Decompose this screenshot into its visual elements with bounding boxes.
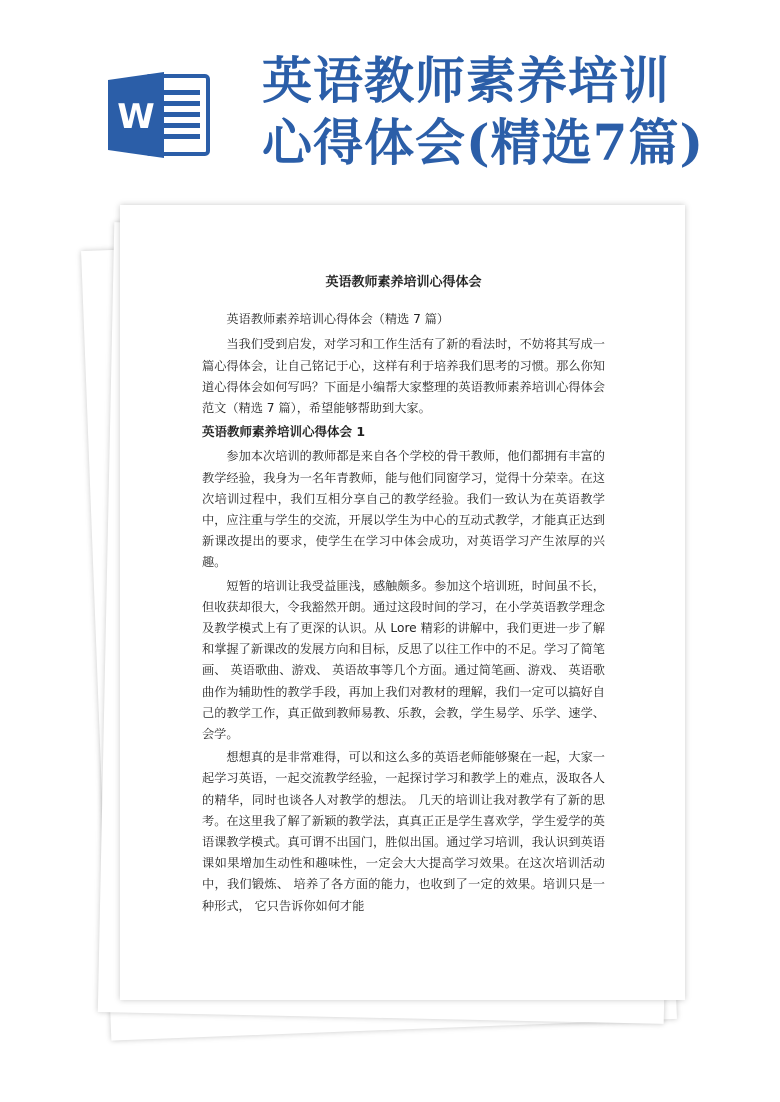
paragraph-2: 短暂的培训让我受益匪浅，感触颇多。参加这个培训班，时间虽不长，但收获却很大，令我豁然开朗。通过这段时间的学习，在小学英语教学理念及教学模式上有了更深的认识。从 Lore 精彩的讲解中，我们更进一步了解和掌握了新课改的发展方向和目标，反思了以往工作中的不足。学习了简笔画、 英语歌曲、游戏、 英语故事等几个方面。通过简笔画、游戏、 英语歌曲作为辅助性的教学手段，再加上我们对教材的理解，我们一定可以搞好自己的教学工作，真正做到教师易教、乐教，会教，学生易学、乐学、速学、会学。: [202, 578, 605, 742]
title-line-1: 英语教师素养培训: [262, 51, 670, 110]
intro-paragraph: 当我们受到启发，对学习和工作生活有了新的看法时，不妨将其写成一篇心得体会，让自己铭记于心，这样有利于培养我们思考的习惯。那么你知道心得体会如何写吗？下面是小编帮大家整理的英语教师素养培训心得体会范文（精选 7 篇），希望能够帮助到大家。: [202, 337, 605, 416]
title-line-2: 心得体会(精选7篇): [262, 113, 705, 172]
paragraph-3: 想想真的是非常难得，可以和这么多的英语老师能够聚在一起，大家一起学习英语，一起交流教学经验，一起探讨学习和教学上的难点，汲取各人的精华，同时也谈各人对教学的想法。 几天的培训让我对教学有了新的思考。在这里我了解了新颖的教学法，真真正正是学生喜欢学，学生爱学的英语课教学模式。真可谓不出国门，胜似出国。通过学习培训，我认识到英语课如果增加生动性和趣味性，一定会大大提高学习效果。在这次培训活动中，我们锻炼、 培养了各方面的能力，也收到了一定的效果。培训只是一种形式， 它只告诉你如何才能: [202, 750, 605, 913]
page-title: [262, 50, 772, 174]
section-heading: 英语教师素养培训心得体会 1: [202, 424, 366, 440]
document-title: 英语教师素养培训心得体会: [325, 275, 482, 290]
document-body: [202, 270, 605, 919]
document-subhead: 英语教师素养培训心得体会（精选 7 篇）: [226, 312, 450, 327]
word-icon: [108, 70, 212, 160]
word-logo-letter: W: [117, 97, 155, 137]
paragraph-1: 参加本次培训的教师都是来自各个学校的骨干教师，他们都拥有丰富的教学经验，我身为一名年青教师，能与他们同窗学习，觉得十分荣幸。在这次培训过程中，我们互相分享自己的教学经验。我们一致认为在英语教学中，应注重与学生的交流，开展以学生为中心的互动式教学，才能真正达到新课改提出的要求，使学生在学习中体会成功，对英语学习产生浓厚的兴趣。: [202, 449, 605, 570]
